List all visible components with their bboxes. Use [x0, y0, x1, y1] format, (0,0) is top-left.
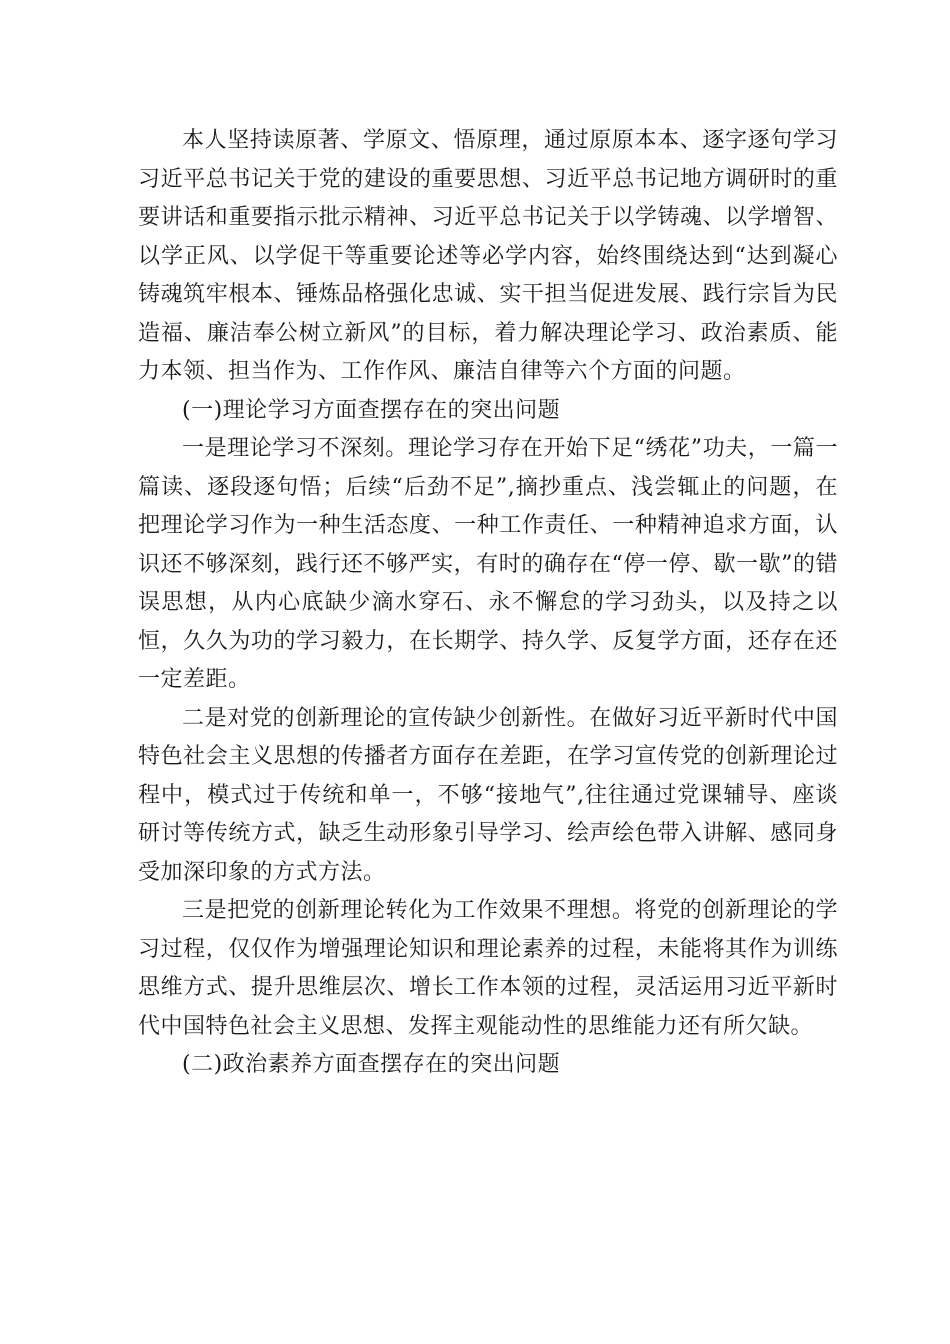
intro-paragraph: 本人坚持读原著、学原文、悟原理，通过原原本本、逐字逐句学习习近平总书记关于党的建设的重要思想、习近平总书记地方调研时的重要讲话和重要指示批示精神、习近平总书记关于以学铸魂、以学增智、以学正风、以学促干等重要论述等必学内容，始终围绕达到“达到凝心铸魂筑牢根本、锤炼品格强化忠诚、实干担当促进发展、践行宗旨为民造福、廉洁奉公树立新风”的目标，着力解决理论学习、政治素质、能力本领、担当作为、工作作风、廉洁自律等六个方面的问题。: [138, 128, 838, 384]
section-heading-theory-study: (一)理论学习方面查摆存在的突出问题: [182, 397, 561, 423]
point-one-paragraph: 一是理论学习不深刻。理论学习存在开始下足“绣花”功夫，一篇一篇读、逐段逐句悟；后续“后劲不足”,摘抄重点、浅尝辄止的问题，在把理论学习作为一种生活态度、一种工作责任、一种精神追求方面，认识还不够深刻，践行还不够严实，有时的确存在“停一停、歇一歇”的错误思想，从内心底缺少滴水穿石、永不懈怠的学习劲头，以及持之以恒，久久为功的学习毅力，在长期学、持久学、反复学方面，还存在还一定差距。: [138, 436, 838, 692]
point-three-paragraph: 三是把党的创新理论转化为工作效果不理想。将党的创新理论的学习过程，仅仅作为增强理论知识和理论素养的过程，未能将其作为训练思维方式、提升思维层次、增长工作本领的过程，灵活运用习近平新时代中国特色社会主义思想、发挥主观能动性的思维能力还有所欠缺。: [138, 898, 838, 1039]
document-body: [138, 122, 838, 1085]
point-two-paragraph: 二是对党的创新理论的宣传缺少创新性。在做好习近平新时代中国特色社会主义思想的传播者方面存在差距，在学习宣传党的创新理论过程中，模式过于传统和单一，不够“接地气”,往往通过党课辅导、座谈研讨等传统方式，缺乏生动形象引导学习、绘声绘色带入讲解、感同身受加深印象的方式方法。: [138, 705, 838, 885]
section-heading-political-quality: (二)政治素养方面查摆存在的突出问题: [182, 1052, 561, 1077]
